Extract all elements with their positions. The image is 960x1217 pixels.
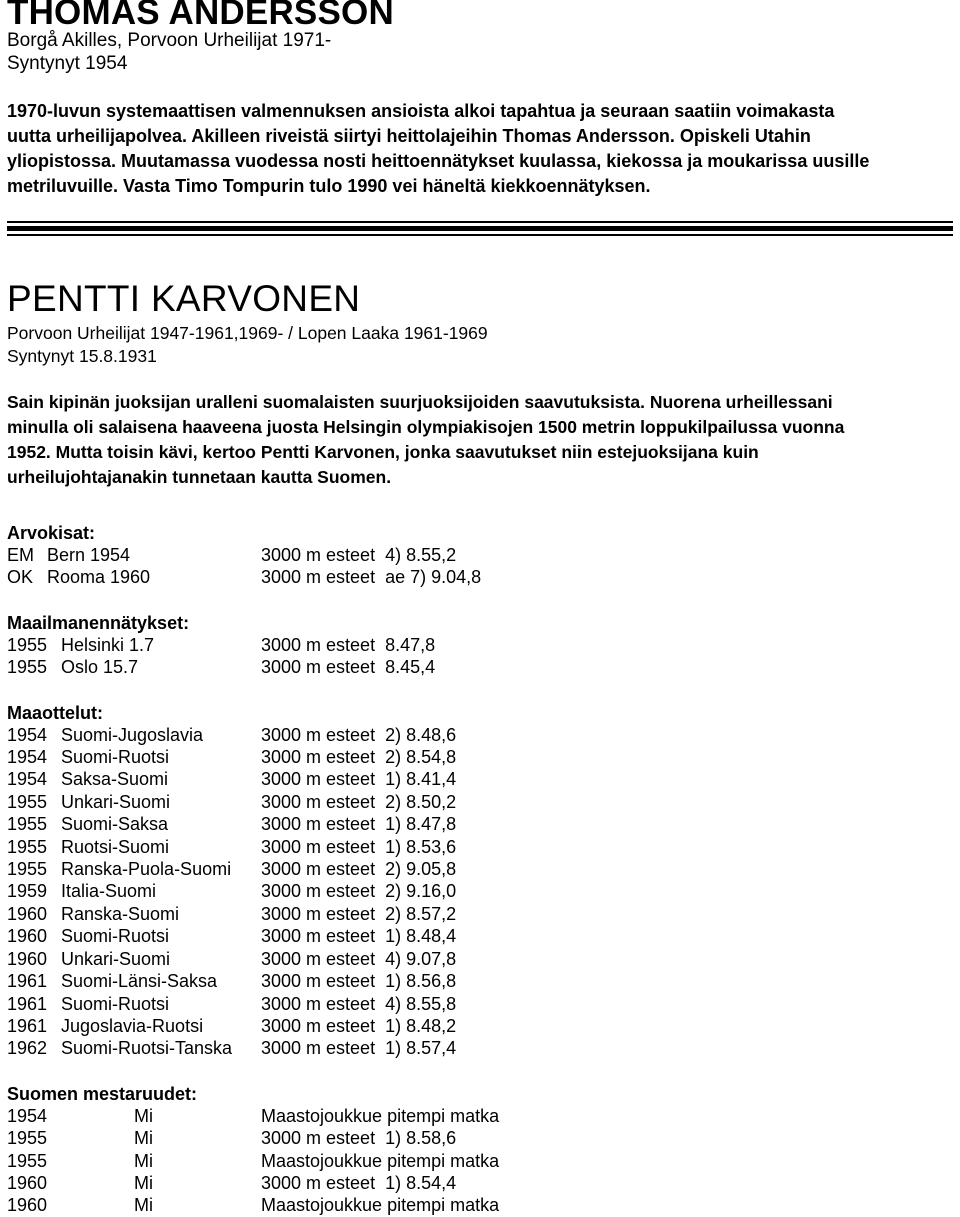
championships-section: [7, 1083, 953, 1217]
bio-line: minulla oli salaisena haaveena juosta Helsingin olympiakisojen 1500 metrin loppukilpailussa vuonna: [7, 417, 845, 437]
world-records-section: [7, 612, 953, 679]
row-result: 3000 m esteet 4) 8.55,2: [261, 545, 457, 565]
table-row: [7, 993, 953, 1015]
row-col-a: 1954: [7, 769, 48, 790]
table-row: [7, 724, 953, 746]
bio-line: metriluvuille. Vasta Timo Tompurin tulo 1990 vei häneltä kiekkoennätyksen.: [7, 176, 651, 196]
table-row: [7, 791, 953, 813]
row-col-a: 1955: [7, 634, 48, 655]
table-row: [7, 813, 953, 835]
row-col-b: Mi: [134, 1128, 153, 1149]
row-col-b: Mi: [134, 1105, 153, 1126]
table-row: [7, 858, 953, 880]
table-row: [7, 1037, 953, 1059]
row-col-b: Bern 1954: [47, 545, 131, 565]
row-col-a: 1954: [7, 747, 48, 768]
row-col-a: 1960: [7, 1172, 48, 1193]
table-row: [7, 1127, 953, 1149]
row-result: 3000 m esteet 1) 8.56,8: [261, 971, 457, 992]
results-table: [7, 1105, 953, 1217]
athlete1-name: THOMAS ANDERSSON: [7, 0, 394, 32]
athlete2-clubs: Porvoon Urheilijat 1947-1961,1969- / Lopen Laaka 1961-1969: [7, 323, 488, 343]
row-col-a: 1959: [7, 881, 48, 902]
table-row: [7, 1150, 953, 1172]
row-result: 3000 m esteet 8.47,8: [261, 634, 436, 655]
row-col-b: Oslo 15.7: [61, 657, 139, 678]
row-col-b: Helsinki 1.7: [61, 634, 155, 655]
table-row: [7, 880, 953, 902]
row-col-a: 1955: [7, 1128, 48, 1149]
row-result: 3000 m esteet 1) 8.54,4: [261, 1172, 457, 1193]
arvokisat-section: [7, 522, 953, 589]
row-result: 3000 m esteet 1) 8.48,2: [261, 1015, 457, 1036]
row-col-a: 1955: [7, 657, 48, 678]
results-table: [7, 724, 953, 1060]
row-result: 3000 m esteet 8.45,4: [261, 657, 436, 678]
row-result: 3000 m esteet 1) 8.58,6: [261, 1128, 457, 1149]
bio-line: 1970-luvun systemaattisen valmennuksen ansioista alkoi tapahtua ja seuraan saatiin voimakasta: [7, 101, 835, 121]
row-col-b: Ruotsi-Suomi: [61, 836, 170, 857]
row-col-b: Unkari-Suomi: [61, 948, 171, 969]
row-col-b: Suomi-Ruotsi: [61, 926, 170, 947]
row-result: Maastojoukkue pitempi matka: [261, 1105, 500, 1126]
athlete2-born: Syntynyt 15.8.1931: [7, 346, 157, 366]
athlete2-name: PENTTI KARVONEN: [7, 278, 361, 319]
athlete1-clubs: Borgå Akilles, Porvoon Urheilijat 1971-: [7, 30, 332, 51]
table-row: [7, 903, 953, 925]
section-heading: Maailmanennätykset:: [7, 612, 190, 633]
table-row: [7, 656, 953, 678]
section-heading: Arvokisat:: [7, 523, 96, 543]
row-col-b: Suomi-Jugoslavia: [61, 724, 204, 745]
row-result: 3000 m esteet 1) 8.57,4: [261, 1038, 457, 1059]
row-col-b: Suomi-Ruotsi-Tanska: [61, 1038, 233, 1059]
row-col-b: Mi: [134, 1172, 153, 1193]
row-result: 3000 m esteet 1) 8.41,4: [261, 769, 457, 790]
row-col-b: Mi: [134, 1150, 153, 1171]
row-col-a: 1955: [7, 859, 48, 880]
table-row: [7, 1194, 953, 1216]
row-col-a: 1955: [7, 836, 48, 857]
row-col-b: Unkari-Suomi: [61, 791, 171, 812]
table-row: [7, 925, 953, 947]
row-col-b: Ranska-Puola-Suomi: [61, 859, 232, 880]
section-heading: Maaottelut:: [7, 702, 103, 723]
row-col-b: Italia-Suomi: [61, 881, 157, 902]
row-result: 3000 m esteet 2) 9.05,8: [261, 859, 457, 880]
row-col-a: 1960: [7, 1195, 48, 1216]
table-row: [7, 836, 953, 858]
row-col-b: Mi: [134, 1195, 153, 1216]
row-result: 3000 m esteet 1) 8.47,8: [261, 814, 457, 835]
table-row: [7, 1172, 953, 1194]
row-col-b: Ranska-Suomi: [61, 903, 180, 924]
row-result: 3000 m esteet ae 7) 9.04,8: [261, 567, 482, 588]
document-page: [7, 0, 953, 1217]
row-col-a: 1961: [7, 993, 48, 1014]
row-col-b: Saksa-Suomi: [61, 769, 169, 790]
table-row: [7, 566, 953, 588]
bio-line: yliopistossa. Muutamassa vuodessa nosti heittoennätykset kuulassa, kiekossa ja moukarissa uusille: [7, 151, 870, 171]
section-divider: [7, 221, 953, 236]
table-row: [7, 1015, 953, 1037]
row-col-b: Suomi-Ruotsi: [61, 993, 170, 1014]
row-col-b: Suomi-Saksa: [61, 814, 169, 835]
row-result: Maastojoukkue pitempi matka: [261, 1195, 500, 1216]
table-row: [7, 544, 953, 566]
internationals-section: [7, 702, 953, 1060]
row-col-a: 1954: [7, 1105, 48, 1126]
bio-line: 1952. Mutta toisin kävi, kertoo Pentti Karvonen, jonka saavutukset niin estejuoksijana kuin: [7, 442, 759, 462]
table-row: [7, 634, 953, 656]
table-row: [7, 1105, 953, 1127]
row-col-a: 1955: [7, 791, 48, 812]
athlete2-bio: [7, 390, 953, 490]
athlete1-born: Syntynyt 1954: [7, 53, 128, 74]
section-heading: Suomen mestaruudet:: [7, 1083, 198, 1104]
table-row: [7, 768, 953, 790]
results-table: [7, 544, 953, 589]
row-result: 3000 m esteet 4) 9.07,8: [261, 948, 457, 969]
table-row: [7, 948, 953, 970]
row-col-a: 1960: [7, 903, 48, 924]
row-col-a: 1960: [7, 948, 48, 969]
row-result: 3000 m esteet 2) 8.50,2: [261, 791, 457, 812]
row-result: 3000 m esteet 4) 8.55,8: [261, 993, 457, 1014]
row-col-b: Rooma 1960: [47, 567, 151, 588]
row-result: 3000 m esteet 1) 8.53,6: [261, 836, 457, 857]
table-row: [7, 746, 953, 768]
row-col-a: 1961: [7, 1015, 48, 1036]
athlete1-bio: [7, 99, 953, 199]
results-table: [7, 634, 953, 679]
table-row: [7, 970, 953, 992]
row-col-b: Jugoslavia-Ruotsi: [61, 1015, 204, 1036]
row-result: 3000 m esteet 2) 8.57,2: [261, 903, 457, 924]
row-col-b: Suomi-Länsi-Saksa: [61, 971, 218, 992]
row-col-a: OK: [7, 567, 34, 588]
row-col-a: 1954: [7, 724, 48, 745]
row-result: 3000 m esteet 2) 8.54,8: [261, 747, 457, 768]
row-col-b: Suomi-Ruotsi: [61, 747, 170, 768]
row-col-a: 1955: [7, 814, 48, 835]
row-result: 3000 m esteet 2) 8.48,6: [261, 724, 457, 745]
row-col-a: 1955: [7, 1150, 48, 1171]
bio-line: urheilujohtajanakin tunnetaan kautta Suomen.: [7, 467, 392, 487]
row-col-a: 1960: [7, 926, 48, 947]
row-col-a: EM: [7, 545, 34, 565]
row-result: Maastojoukkue pitempi matka: [261, 1150, 500, 1171]
row-result: 3000 m esteet 2) 9.16,0: [261, 881, 457, 902]
bio-line: uutta urheilijapolvea. Akilleen riveistä siirtyi heittolajeihin Thomas Andersson. Opiskeli Utahin: [7, 126, 811, 146]
row-result: 3000 m esteet 1) 8.48,4: [261, 926, 457, 947]
row-col-a: 1962: [7, 1038, 48, 1059]
bio-line: Sain kipinän juoksijan uralleni suomalaisten suurjuoksijoiden saavutuksista. Nuorena urheillessani: [7, 392, 833, 412]
row-col-a: 1961: [7, 971, 48, 992]
